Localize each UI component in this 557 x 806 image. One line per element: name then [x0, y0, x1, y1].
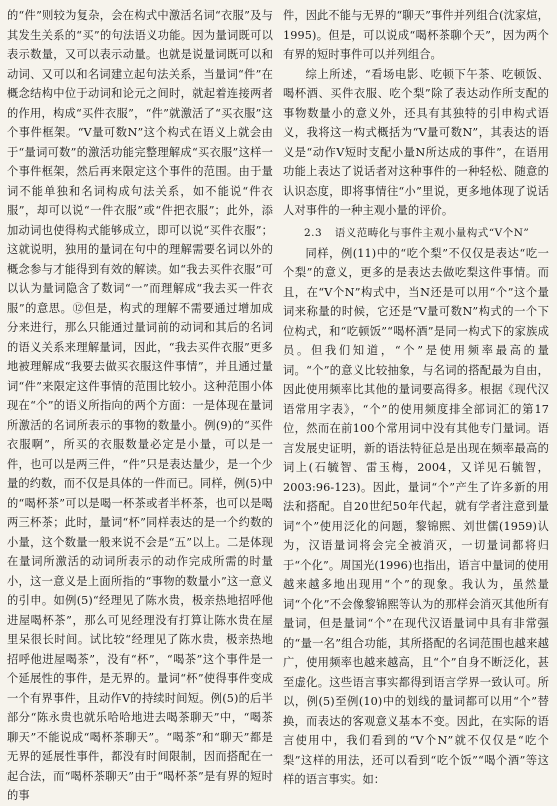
- body-paragraph: 件，因此不能与无界的“聊天”事件并列组合(沈家煊，1995)。但是，可以说成“喝杯茶聊个天”，因为两个有界的短时事件可以并列组合。: [283, 9, 549, 61]
- body-paragraph: 同样，例(11)中的“吃个梨”不仅仅是表达“吃一个梨”的意义，更多的是表达去做吃梨这件事情。而且，在“V个N”构式中，当N还是可以用“个”这个量词来称量的时候，它还是“V量可数N”构式的一个下位构式，和“吃顿饭”“喝杯酒”是同一构式下的家族成员。但我们知道，“个”是使用频率最高的量词。“个”的意义比较抽象，与名词的搭配最为自由，因此使用频率比其他的量词要高得多。根据《现代汉语常用字表》，“个”的使用频度排全部词汇的第17位，然而在前100个常用词中没有其他专门量词。语言发展史证明，新的语法特征总是出现在频率最高的词上(石毓智、雷玉梅，2004，又详见石毓智，2003:96-123)。因此，量词“个”产生了许多新的用法和搭配。自20世纪50年代起，就有学者注意到量词“个”使用泛化的问题，黎锦熙、刘世儒(1959)认为，汉语量词将会完全被消灭，一切量词都将归于“个化”。周国光(1996)也指出，语言中量词的使用越来越多地出现用“个”的现象。我认为，虽然量词“个化”不会像黎锦熙等认为的那样会消灭其他所有量词，但是量词“个”在现代汉语量词中具有非常强的“量一名”组合功能，其所搭配的名词范围也越来越广，使用频率也越来越高，且“个”自身不断泛化，甚至虚化。这些语言事实都得到语言学界一致认可。所以，例(5)至例(10)中的划线的量词都可以用“个”替换，而表达的客观意义基本不变。因此，在实际的语言使用中，我们看到的“V个N”就不仅仅是“吃个梨”这样的用法，还可以看到“吃个饭”“喝个酒”等这样的语言事实。如：: [283, 246, 549, 786]
- body-paragraph: 综上所述，“看场电影、吃顿下午茶、吃顿饭、喝杯酒、买件衣服、吃个梨”除了表达动作所支配的事物数量小的意义外，还具有其独特的引申构式语义，我将这一构式概括为“V量可数N”，其表达的语义是“动作V短时支配小量N所达成的事件”，在语用功能上表达了说话者对这种事件的一种轻松、随意的认识态度，即将事情往“小”里说，更多地体现了说话人对事件的一种主观小量的评价。: [283, 67, 549, 217]
- right-column: [283, 6, 549, 784]
- section-title: 语义范畴化与事件主观小量构式“V个N”: [334, 226, 530, 239]
- left-column: [7, 6, 273, 802]
- section-heading: [283, 224, 549, 242]
- section-number: 2.3: [304, 226, 323, 239]
- body-paragraph: 的“件”则较为复杂，会在构式中激活名词“衣服”及与其发生关系的“买”的句法语义功能。因为量词既可以表示数量，又可以表示动量。也就是说量词既可以和动词、又可以和名词建立起句法关系，当量词“件”在概念结构中位于动词和论元之间时，就起着连接两者的作用，构成“买件衣服”，“件”就激活了“买衣服”这个事件框架。“V量可数N”这个构式在语义上就会由于“量词可数”的激活功能完整理解成“买衣服”这样一个事件框架，然后再来限定这个事件的范围。由于量词不能单独和名词构成句法关系，如不能说“件衣服”，却可以说“一件衣服”或“件把衣服”；此外，添加动词也使得构式能够成立，即可以说“买件衣服”；这就说明，独用的量词在句中的理解需要名词以外的概念参与才能得到有效的解读。如“我去买件衣服”可以认为量词隐含了数词“一”而理解成“我去买一件衣服”的意思。⑫但是，构式的理解不需要通过增加成分来进行，那么只能通过量词前的动词和其后的名词的语义关系来理解量词，因此，“我去买件衣服”更多地被理解成“我要去做买衣服这件事情”，并且通过量词“件”来限定这件事情的范围比较小。这种范围小体现在“个”的语义所指向的两个方面：一是体现在量词所激活的名词所表示的事物的数量小。例(9)的“买件衣服啊”，所买的衣服数量必定是小量，可以是一件，也可以是两三件，“件”只是表达量少，是一个少量的约数，而不仅是具体的一件而已。同样，例(5)中的“喝杯茶”可以是喝一杯茶或者半杯茶，也可以是喝两三杯茶；此时，量词“杯”同样表达的是一个约数的小量，这个数量一般来说不会是“五”以上。二是体现在量词所激活的动词所表示的动作完成所需的时量小，这一意义是上面所指的“事物的数量小”这一意义的引申。如例(5)“经理见了陈水贵，极亲热地招呼他进屋喝杯茶”，那么可见经理没有打算让陈水贵在屋里呆很长时间。试比较“经理见了陈水贵，极亲热地招呼他进屋喝茶”，没有“杯”，“喝茶”这个事件是一个延展性的事件，是无界的。量词“杯”使得事件变成一个有界事件，且动作V的持续时间短。例(5)的后半部分“陈永贵也就乐哈哈地进去喝茶聊天”中，“喝茶聊天”不能说成“喝杯茶聊天”。“喝茶”和“聊天”都是无界的延展性事件，都没有时间限制，因而搭配在一起合法，而“喝杯茶聊天”由于“喝杯茶”是有界的短时的事: [7, 9, 273, 802]
